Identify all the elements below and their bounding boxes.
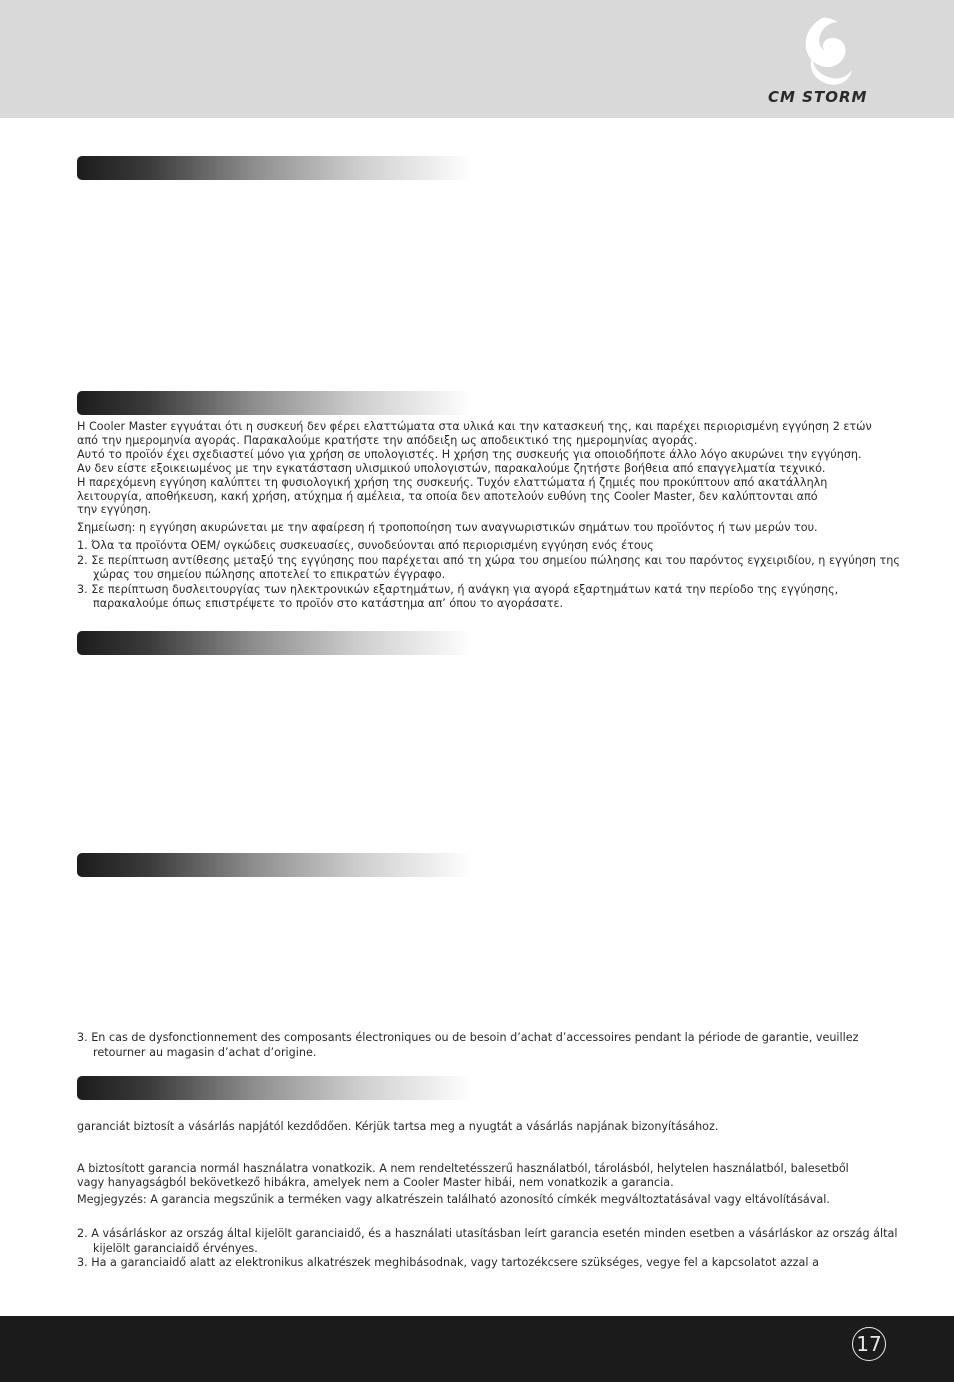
section-header-bar <box>77 631 472 655</box>
greek-warranty-list <box>77 539 907 612</box>
section-header-bar <box>77 853 472 877</box>
hungarian-warranty-line: garanciát biztosít a vásárlás napjától kezdődően. Kérjük tartsa meg a nyugtát a vásárlás napjának bizonyításához. <box>77 1120 719 1133</box>
list-item: 2. A vásárláskor az ország által kijelölt garanciaidő, és a használati utasításban leírt garancia esetén minden esetben a vásárláskor az ország által kijelölt garanciaidő érvényes. <box>77 1227 898 1255</box>
hungarian-warranty-paragraph: A biztosított garancia normál használatra vonatkozik. A nem rendeltetésszerű használatból, tárolásból, helytelen használatból, balesetből vagy hanyagságból bekövetkező hibákra, amelyek nem a Cooler Master hibái, nem vonatkozik a garancia. <box>77 1162 849 1189</box>
section-header-bar <box>77 391 472 415</box>
page-number: 17 <box>852 1327 886 1361</box>
hungarian-warranty-list <box>77 1227 907 1271</box>
list-item: 2. Σε περίπτωση αντίθεσης μεταξύ της εγγύησης που παρέχεται από τη χώρα του σημείου πώλησης και του παρόντος εγχειριδίου, η εγγύηση της χώρας του σημείου πώλησης αποτελεί το επικρατών έγγραφο. <box>77 553 900 582</box>
hungarian-warranty-note: Megjegyzés: A garancia megszűnik a terméken vagy alkatrészein található azonosító címkék megváltoztatásával vagy eltávolításával. <box>77 1193 830 1206</box>
brand-wordmark: CM STORM <box>768 88 868 106</box>
list-item: 1. Όλα τα προϊόντα OEM/ ογκώδεις συσκευασίες, συνοδεύονται από περιορισμένη εγγύηση ενός έτους <box>77 539 654 552</box>
cm-storm-logo <box>760 14 892 106</box>
list-item: 3. Ha a garanciaidő alatt az elektronikus alkatrészek meghibásodnak, vagy tartozékcsere szükséges, vegye fel a kapcsolatot azzal a <box>77 1256 819 1270</box>
greek-warranty-note: Σημείωση: η εγγύηση ακυρώνεται με την αφαίρεση ή τροποποίηση των αναγνωριστικών σημάτων του προϊόντος ή των μερών του. <box>77 521 818 534</box>
page-header <box>0 0 954 118</box>
greek-warranty-intro: Η Cooler Master εγγυάται ότι η συσκευή δεν φέρει ελαττώματα στα υλικά και την κατασκευή της, και παρέχει περιορισμένη εγγύηση 2 ετών από την ημερομηνία αγοράς. Παρακαλούμε κρατήστε την απόδειξη ως αποδεικτικό της ημερομηνίας αγοράς. Αυτό το προϊόν έχει σχεδιαστεί μόνο για χρήση σε υπολογιστές. Η χρήση της συσκευής για οποιοδήποτε άλλο λόγο ακυρώνει την εγγύηση. Αν δεν είστε εξοικειωμένος με την εγκατάσταση υλισμικού υπολογιστών, παρακαλούμε ζητήστε βοήθεια από επαγγελματία τεχνικό. Η παρεχόμενη εγγύηση καλύπτει τη φυσιολογική χρήση της συσκευής. Τυχόν ελαττώματα ή ζημιές που προκύπτουν από ακατάλληλη λειτουργία, αποθήκευση, κακή χρήση, ατύχημα ή αμέλεια, τα οποία δεν αποτελούν ευθύνη της Cooler Master, δεν καλύπτονται από την εγγύηση. <box>77 420 872 517</box>
french-warranty-list <box>77 1031 907 1060</box>
page-footer <box>0 1316 954 1382</box>
section-header-bar <box>77 1076 472 1100</box>
list-item: 3. Σε περίπτωση δυσλειτουργίας των ηλεκτρονικών εξαρτημάτων, ή ανάγκη για αγορά εξαρτημάτων κατά την περίοδο της εγγύησης, παρακαλούμε όπως επιστρέψετε το προϊόν στο κατάστημα απ’ όπου το αγοράσατε. <box>77 582 839 611</box>
list-item: 3. En cas de dysfonctionnement des composants électroniques ou de besoin d’achat d’accessoires pendant la période de garantie, veuillez retourner au magasin d’achat d’origine. <box>77 1031 859 1059</box>
section-header-bar <box>77 156 472 180</box>
